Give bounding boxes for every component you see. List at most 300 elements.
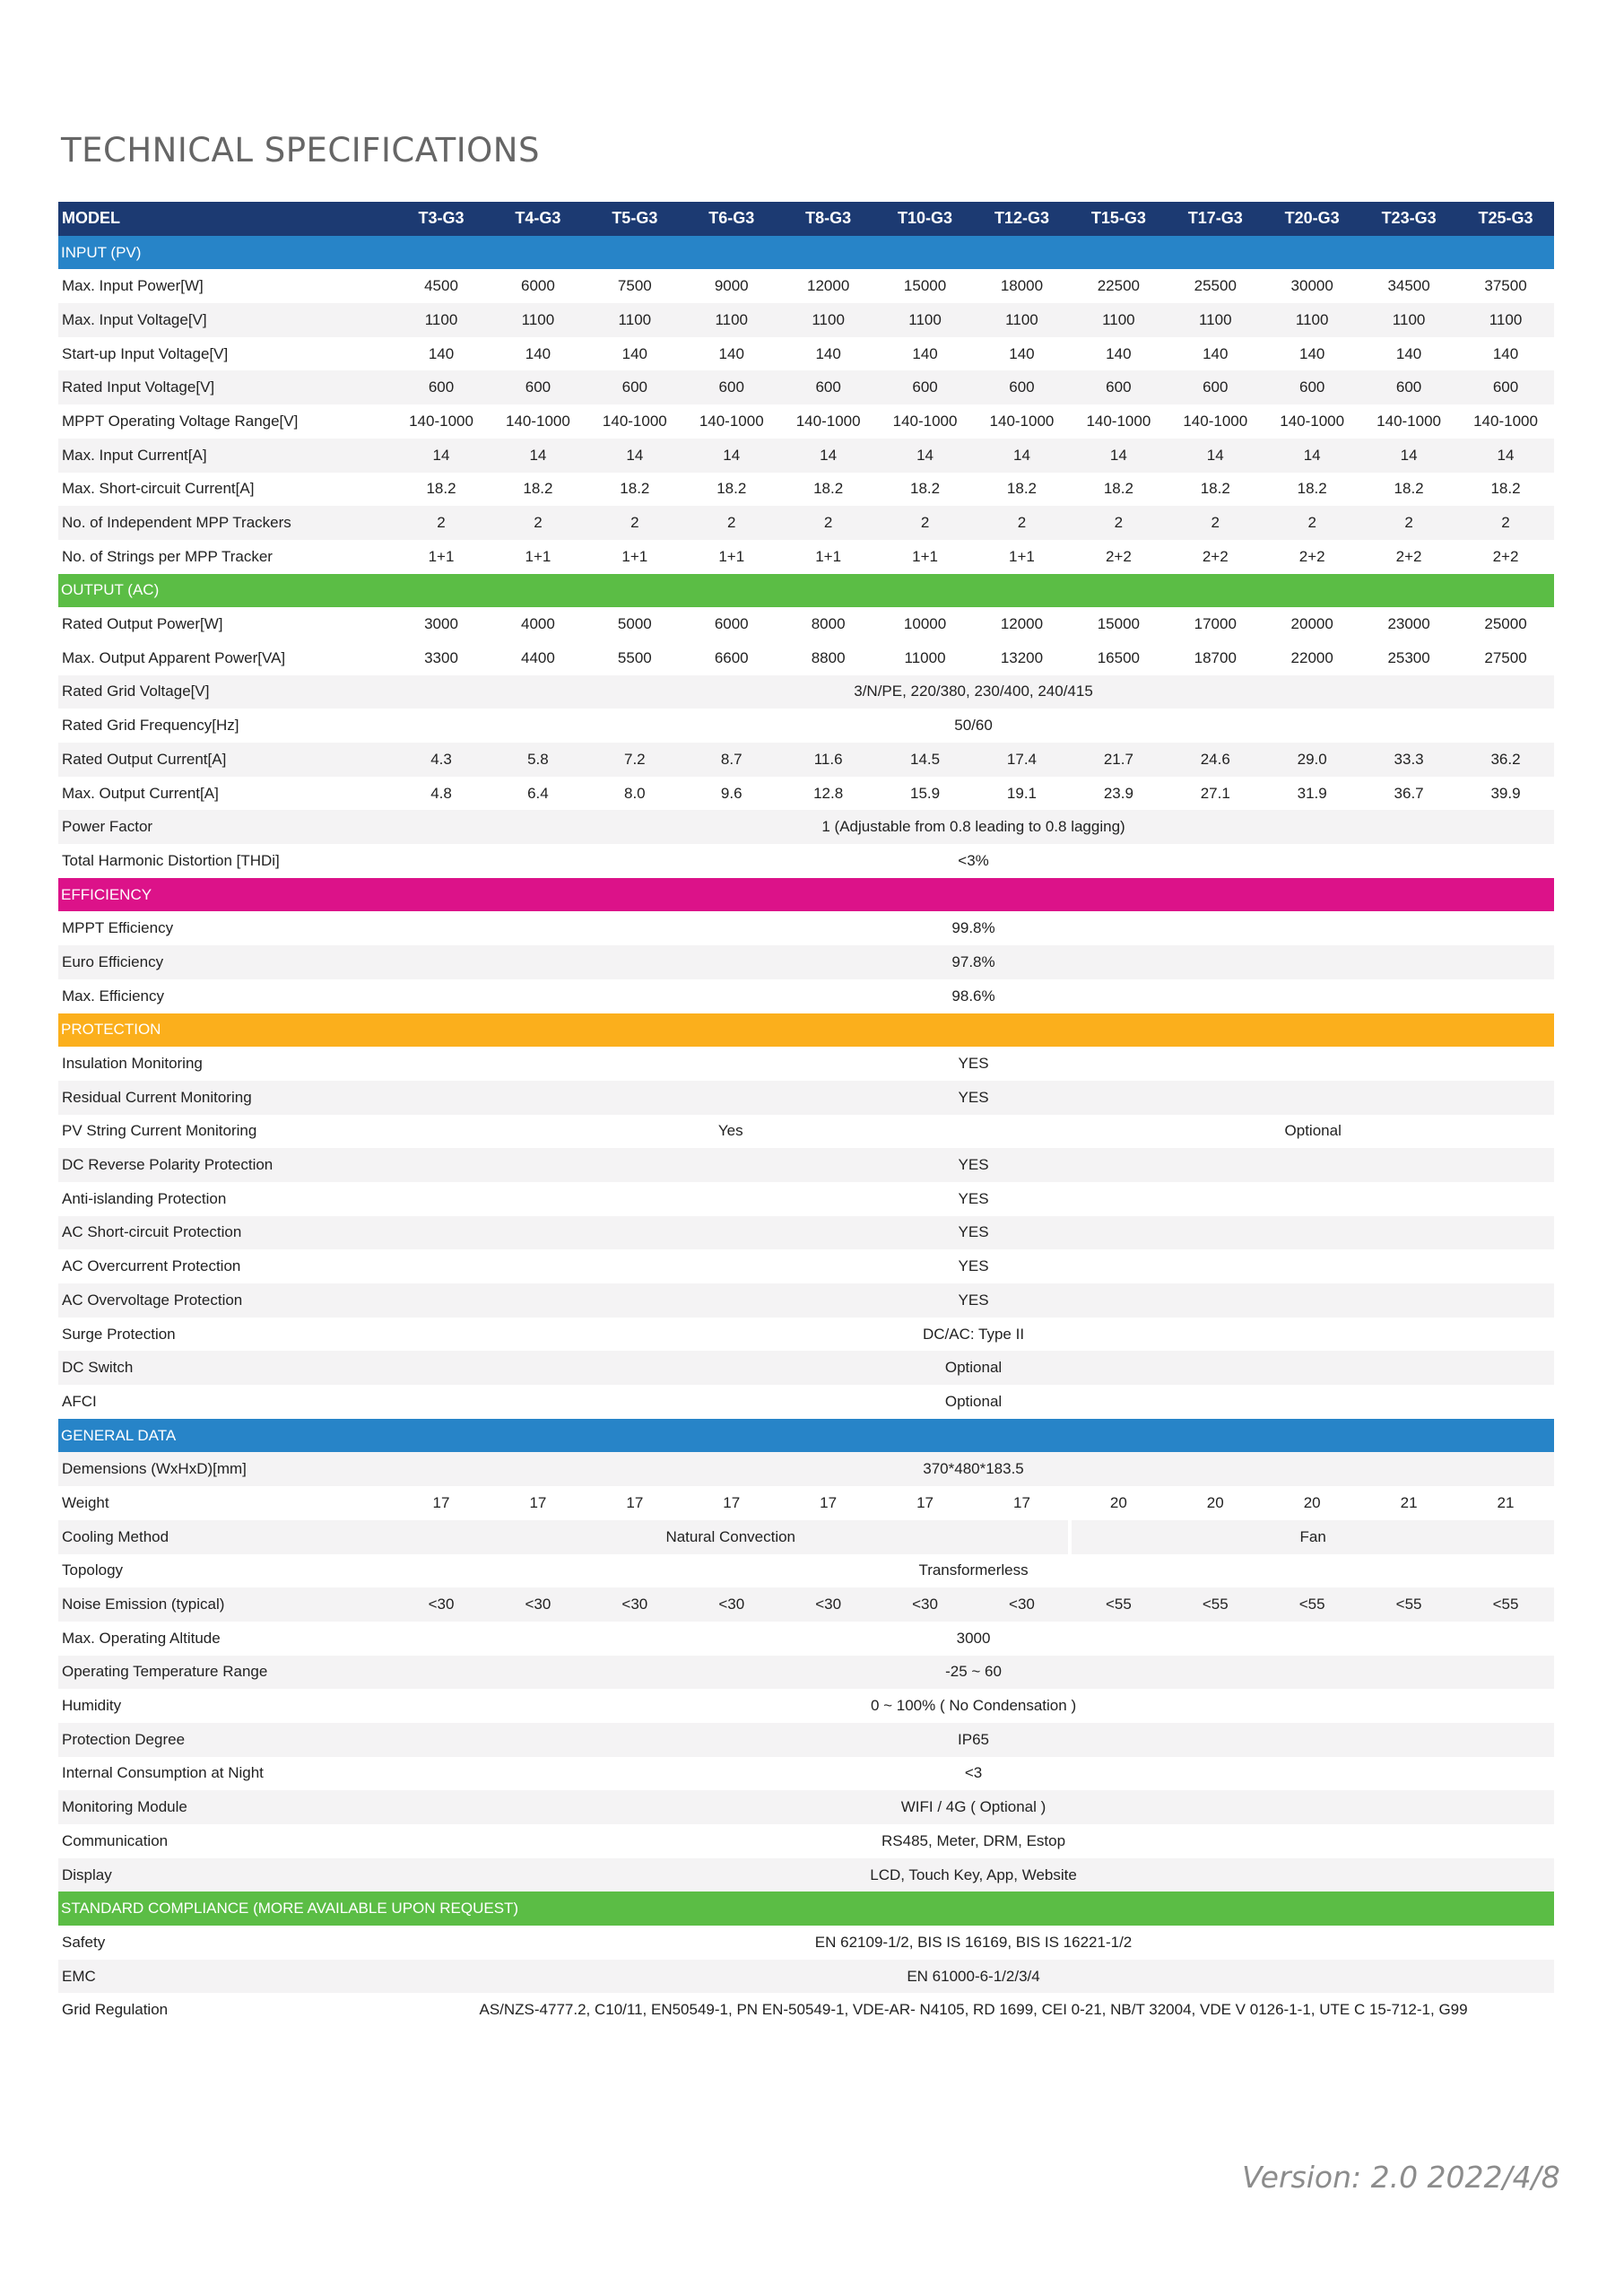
spec-value: 20 [1070,1486,1167,1520]
spec-value: 17.4 [974,743,1071,777]
spec-value: 17 [586,1486,683,1520]
spec-row [58,1993,1554,2027]
spec-value: 14 [490,439,586,473]
spec-label: Monitoring Module [58,1790,393,1824]
spec-label: Residual Current Monitoring [58,1081,393,1115]
spec-label: Max. Output Current[A] [58,777,393,811]
spec-label: PV String Current Monitoring [58,1115,393,1149]
spec-row [58,1622,1554,1656]
spec-label: DC Reverse Polarity Protection [58,1148,393,1182]
spec-row [58,1081,1554,1115]
spec-value: 140-1000 [586,404,683,439]
section-header [58,1419,1554,1453]
spec-value: 1+1 [393,540,490,574]
spec-value-all-models: YES [393,1081,1554,1115]
spec-value: 8.0 [586,777,683,811]
spec-label: Max. Input Current[A] [58,439,393,473]
spec-value: 1100 [490,303,586,337]
spec-label: Max. Input Power[W] [58,269,393,303]
spec-row [58,303,1554,337]
model-column-header: T5-G3 [586,202,683,236]
spec-row [58,1824,1554,1858]
spec-value: 18000 [974,269,1071,303]
spec-value: 140-1000 [974,404,1071,439]
spec-row [58,607,1554,641]
spec-value-all-models: Optional [393,1351,1554,1385]
spec-label: AC Overvoltage Protection [58,1283,393,1318]
spec-value: 20000 [1264,607,1360,641]
spec-value: 140-1000 [1167,404,1264,439]
spec-value: 140-1000 [1070,404,1167,439]
spec-label: Rated Input Voltage[V] [58,370,393,404]
spec-value-all-models: YES [393,1148,1554,1182]
spec-value: 18.2 [974,473,1071,507]
spec-label: Max. Short-circuit Current[A] [58,473,393,507]
spec-value: 2 [1167,506,1264,540]
spec-value: 1100 [586,303,683,337]
spec-value: 1100 [1457,303,1554,337]
spec-value: 11.6 [780,743,877,777]
spec-label: Max. Efficiency [58,979,393,1013]
spec-value: 1100 [974,303,1071,337]
spec-value: 2 [393,506,490,540]
spec-value-all-models: 98.6% [393,979,1554,1013]
spec-label: Anti-islanding Protection [58,1182,393,1216]
spec-value: <55 [1360,1587,1457,1622]
spec-value: 15000 [877,269,974,303]
spec-value: 25000 [1457,607,1554,641]
spec-value: 17 [393,1486,490,1520]
spec-value-all-models: 0 ~ 100% ( No Condensation ) [393,1689,1554,1723]
spec-value: 600 [1070,370,1167,404]
spec-value: 11000 [877,641,974,675]
spec-value: 29.0 [1264,743,1360,777]
spec-label: Cooling Method [58,1520,393,1554]
spec-label: Power Factor [58,810,393,844]
spec-value: 25500 [1167,269,1264,303]
spec-value: 600 [780,370,877,404]
spec-value: 1+1 [974,540,1071,574]
spec-value: 6000 [683,607,780,641]
spec-row [58,1723,1554,1757]
spec-value: 27.1 [1167,777,1264,811]
spec-value-all-models: 1 (Adjustable from 0.8 leading to 0.8 lagging) [393,810,1554,844]
spec-value: 18.2 [1264,473,1360,507]
spec-row [58,1520,1554,1554]
spec-row [58,370,1554,404]
spec-value-group-1: Yes [393,1115,1070,1149]
spec-value: 20 [1264,1486,1360,1520]
spec-value: 1+1 [877,540,974,574]
spec-value: 17000 [1167,607,1264,641]
spec-label: Total Harmonic Distortion [THDi] [58,844,393,878]
spec-row [58,1587,1554,1622]
spec-label: Internal Consumption at Night [58,1757,393,1791]
spec-value-all-models: <3 [393,1757,1554,1791]
spec-row [58,675,1554,709]
spec-value: 22000 [1264,641,1360,675]
spec-value: 2+2 [1070,540,1167,574]
spec-value: <30 [393,1587,490,1622]
spec-row [58,1790,1554,1824]
spec-value: 14.5 [877,743,974,777]
spec-value: 13200 [974,641,1071,675]
spec-value: 140 [490,337,586,371]
spec-value-all-models: 99.8% [393,911,1554,945]
spec-label: Rated Output Power[W] [58,607,393,641]
spec-value: 600 [1264,370,1360,404]
spec-value: <55 [1457,1587,1554,1622]
spec-value: 21 [1457,1486,1554,1520]
spec-value: 2 [1070,506,1167,540]
spec-value: 4500 [393,269,490,303]
spec-value: 3300 [393,641,490,675]
spec-value: 2 [780,506,877,540]
spec-value-all-models: -25 ~ 60 [393,1656,1554,1690]
spec-row [58,506,1554,540]
model-header-label: MODEL [58,202,393,236]
spec-label: Euro Efficiency [58,945,393,979]
spec-value: 140 [683,337,780,371]
spec-value: 21 [1360,1486,1457,1520]
spec-value-all-models: YES [393,1283,1554,1318]
spec-value-all-models: 370*480*183.5 [393,1452,1554,1486]
spec-value-all-models: 50/60 [393,709,1554,743]
spec-label: Topology [58,1554,393,1588]
spec-value: 600 [974,370,1071,404]
spec-value-all-models: YES [393,1216,1554,1250]
spec-value: 140-1000 [780,404,877,439]
spec-value: 600 [393,370,490,404]
spec-value: 5500 [586,641,683,675]
spec-value: <55 [1167,1587,1264,1622]
spec-row [58,1115,1554,1149]
spec-value: 18.2 [1457,473,1554,507]
model-column-header: T15-G3 [1070,202,1167,236]
spec-value: 21.7 [1070,743,1167,777]
spec-value: 3000 [393,607,490,641]
model-column-header: T20-G3 [1264,202,1360,236]
spec-value: 24.6 [1167,743,1264,777]
spec-value: 2+2 [1457,540,1554,574]
spec-value: 2 [974,506,1071,540]
section-header [58,1892,1554,1926]
spec-label: Rated Output Current[A] [58,743,393,777]
spec-label: Insulation Monitoring [58,1047,393,1081]
spec-value: 600 [490,370,586,404]
spec-label: Max. Output Apparent Power[VA] [58,641,393,675]
spec-value: 1100 [1264,303,1360,337]
spec-value: 14 [877,439,974,473]
spec-value: 140 [1264,337,1360,371]
spec-row [58,1148,1554,1182]
spec-label: Demensions (WxHxD)[mm] [58,1452,393,1486]
spec-value-all-models: RS485, Meter, DRM, Estop [393,1824,1554,1858]
spec-value: 6.4 [490,777,586,811]
spec-value: 18.2 [780,473,877,507]
spec-value: 2+2 [1264,540,1360,574]
spec-label: MPPT Efficiency [58,911,393,945]
spec-value: 600 [1360,370,1457,404]
spec-value: 14 [683,439,780,473]
spec-row [58,1656,1554,1690]
spec-label: MPPT Operating Voltage Range[V] [58,404,393,439]
spec-value: 2 [1360,506,1457,540]
spec-value: 17 [877,1486,974,1520]
model-column-header: T3-G3 [393,202,490,236]
spec-value-all-models: YES [393,1047,1554,1081]
spec-value-all-models: EN 62109-1/2, BIS IS 16169, BIS IS 16221-1/2 [393,1926,1554,1960]
spec-value: 8000 [780,607,877,641]
spec-row [58,777,1554,811]
spec-value: 140 [393,337,490,371]
model-column-header: T25-G3 [1457,202,1554,236]
spec-value: 18.2 [683,473,780,507]
section-title: INPUT (PV) [58,236,1554,270]
spec-value: 17 [490,1486,586,1520]
section-title: EFFICIENCY [58,878,1554,912]
spec-value: 22500 [1070,269,1167,303]
spec-row [58,1554,1554,1588]
spec-label: Start-up Input Voltage[V] [58,337,393,371]
spec-label: EMC [58,1960,393,1994]
spec-label: Rated Grid Frequency[Hz] [58,709,393,743]
spec-value: 20 [1167,1486,1264,1520]
model-column-header: T17-G3 [1167,202,1264,236]
spec-value: 14 [1264,439,1360,473]
spec-value-all-models: Transformerless [393,1554,1554,1588]
spec-value: 17 [683,1486,780,1520]
section-title: GENERAL DATA [58,1419,1554,1453]
spec-value: 5.8 [490,743,586,777]
spec-row [58,1757,1554,1791]
spec-value: <30 [877,1587,974,1622]
model-column-header: T23-G3 [1360,202,1457,236]
spec-value-all-models: <3% [393,844,1554,878]
spec-value: 18.2 [586,473,683,507]
spec-row [58,911,1554,945]
spec-value: 6600 [683,641,780,675]
spec-value-group-2: Fan [1070,1520,1554,1554]
spec-value: 1100 [683,303,780,337]
spec-value: 140 [1070,337,1167,371]
spec-value: 1100 [780,303,877,337]
spec-value: 18700 [1167,641,1264,675]
section-header [58,1013,1554,1048]
spec-value: 9000 [683,269,780,303]
model-column-header: T10-G3 [877,202,974,236]
spec-value: 2 [877,506,974,540]
spec-value-all-models: AS/NZS-4777.2, C10/11, EN50549-1, PN EN-50549-1, VDE-AR- N4105, RD 1699, CEI 0-21, NB/T 32004, VDE V 0126-1-1, UTE C 15-712-1, G99 [393,1993,1554,2027]
spec-value: 36.7 [1360,777,1457,811]
spec-label: No. of Independent MPP Trackers [58,506,393,540]
model-column-header: T12-G3 [974,202,1071,236]
spec-value: 14 [780,439,877,473]
spec-value: 23.9 [1070,777,1167,811]
spec-value: 14 [393,439,490,473]
spec-label: AFCI [58,1385,393,1419]
spec-value: 34500 [1360,269,1457,303]
spec-value: 4400 [490,641,586,675]
spec-value: 1+1 [586,540,683,574]
spec-row [58,1047,1554,1081]
spec-value: 36.2 [1457,743,1554,777]
spec-value-all-models: EN 61000-6-1/2/3/4 [393,1960,1554,1994]
spec-label: DC Switch [58,1351,393,1385]
spec-value: 4.3 [393,743,490,777]
table-header-row [58,202,1554,236]
spec-value: 7500 [586,269,683,303]
spec-value: 14 [586,439,683,473]
spec-row [58,1182,1554,1216]
spec-value: 12.8 [780,777,877,811]
model-column-header: T6-G3 [683,202,780,236]
spec-value: 30000 [1264,269,1360,303]
spec-value: 140-1000 [1360,404,1457,439]
spec-value: <30 [586,1587,683,1622]
spec-row [58,269,1554,303]
spec-label: Protection Degree [58,1723,393,1757]
spec-value-all-models: DC/AC: Type II [393,1318,1554,1352]
spec-value-group-1: Natural Convection [393,1520,1070,1554]
spec-value: 8800 [780,641,877,675]
spec-value: 18.2 [393,473,490,507]
spec-row [58,641,1554,675]
spec-value-all-models: IP65 [393,1723,1554,1757]
spec-value: 4000 [490,607,586,641]
spec-value-all-models: LCD, Touch Key, App, Website [393,1858,1554,1892]
spec-value: 15.9 [877,777,974,811]
spec-value: 9.6 [683,777,780,811]
spec-label: Weight [58,1486,393,1520]
spec-value: 1100 [393,303,490,337]
spec-row [58,945,1554,979]
spec-row [58,1486,1554,1520]
spec-value: 10000 [877,607,974,641]
spec-value: 140 [1457,337,1554,371]
spec-value: 17 [974,1486,1071,1520]
spec-value: 1+1 [490,540,586,574]
spec-label: Operating Temperature Range [58,1656,393,1690]
spec-value: 18.2 [1167,473,1264,507]
spec-row [58,1351,1554,1385]
spec-value: 15000 [1070,607,1167,641]
spec-label: Max. Operating Altitude [58,1622,393,1656]
spec-label: Noise Emission (typical) [58,1587,393,1622]
spec-value: 2 [586,506,683,540]
spec-table [58,202,1554,2027]
spec-value-all-models: 3000 [393,1622,1554,1656]
spec-value: <30 [683,1587,780,1622]
spec-value: 18.2 [1360,473,1457,507]
spec-row [58,810,1554,844]
spec-value: 27500 [1457,641,1554,675]
spec-row [58,844,1554,878]
spec-value: 18.2 [877,473,974,507]
spec-value: 33.3 [1360,743,1457,777]
spec-value: 2 [490,506,586,540]
section-header [58,236,1554,270]
spec-value: 600 [1167,370,1264,404]
spec-row [58,1926,1554,1960]
spec-value: 140 [974,337,1071,371]
spec-row [58,439,1554,473]
spec-value-group-2: Optional [1070,1115,1554,1149]
spec-value: <30 [490,1587,586,1622]
spec-value: 140-1000 [877,404,974,439]
spec-value: 14 [1457,439,1554,473]
spec-value: 600 [683,370,780,404]
spec-value: 39.9 [1457,777,1554,811]
spec-value: 23000 [1360,607,1457,641]
section-title: PROTECTION [58,1013,1554,1048]
spec-label: Surge Protection [58,1318,393,1352]
spec-value: 1+1 [683,540,780,574]
spec-row [58,1858,1554,1892]
spec-value: 2 [1264,506,1360,540]
spec-row [58,1452,1554,1486]
spec-value: 14 [974,439,1071,473]
spec-value: 31.9 [1264,777,1360,811]
spec-value: 140 [780,337,877,371]
spec-value: 1100 [877,303,974,337]
model-column-header: T8-G3 [780,202,877,236]
spec-row [58,1216,1554,1250]
spec-value: 140-1000 [1264,404,1360,439]
spec-label: Safety [58,1926,393,1960]
spec-value: 2+2 [1360,540,1457,574]
spec-value: 2 [683,506,780,540]
spec-value: 14 [1070,439,1167,473]
spec-value: 140 [1360,337,1457,371]
spec-value: 14 [1360,439,1457,473]
spec-row [58,979,1554,1013]
spec-row [58,1689,1554,1723]
spec-row [58,473,1554,507]
spec-value: <55 [1264,1587,1360,1622]
spec-row [58,1249,1554,1283]
spec-value: 17 [780,1486,877,1520]
spec-value: 140-1000 [683,404,780,439]
spec-row [58,404,1554,439]
spec-value: 18.2 [1070,473,1167,507]
section-title: OUTPUT (AC) [58,574,1554,608]
spec-value: <30 [780,1587,877,1622]
spec-row [58,540,1554,574]
spec-value: 37500 [1457,269,1554,303]
spec-value: 4.8 [393,777,490,811]
spec-value: 600 [586,370,683,404]
spec-value: 16500 [1070,641,1167,675]
spec-row [58,743,1554,777]
page-title: TECHNICAL SPECIFICATIONS [61,131,540,170]
spec-value: 25300 [1360,641,1457,675]
version-label: Version: 2.0 2022/4/8 [1242,2160,1560,2195]
spec-value: 19.1 [974,777,1071,811]
spec-row [58,337,1554,371]
spec-value: 1100 [1070,303,1167,337]
spec-label: Humidity [58,1689,393,1723]
spec-label: Max. Input Voltage[V] [58,303,393,337]
spec-value: 600 [1457,370,1554,404]
section-header [58,574,1554,608]
section-header [58,878,1554,912]
spec-value: 8.7 [683,743,780,777]
spec-value: 7.2 [586,743,683,777]
spec-value-all-models: YES [393,1182,1554,1216]
spec-label: AC Short-circuit Protection [58,1216,393,1250]
spec-value: 2+2 [1167,540,1264,574]
